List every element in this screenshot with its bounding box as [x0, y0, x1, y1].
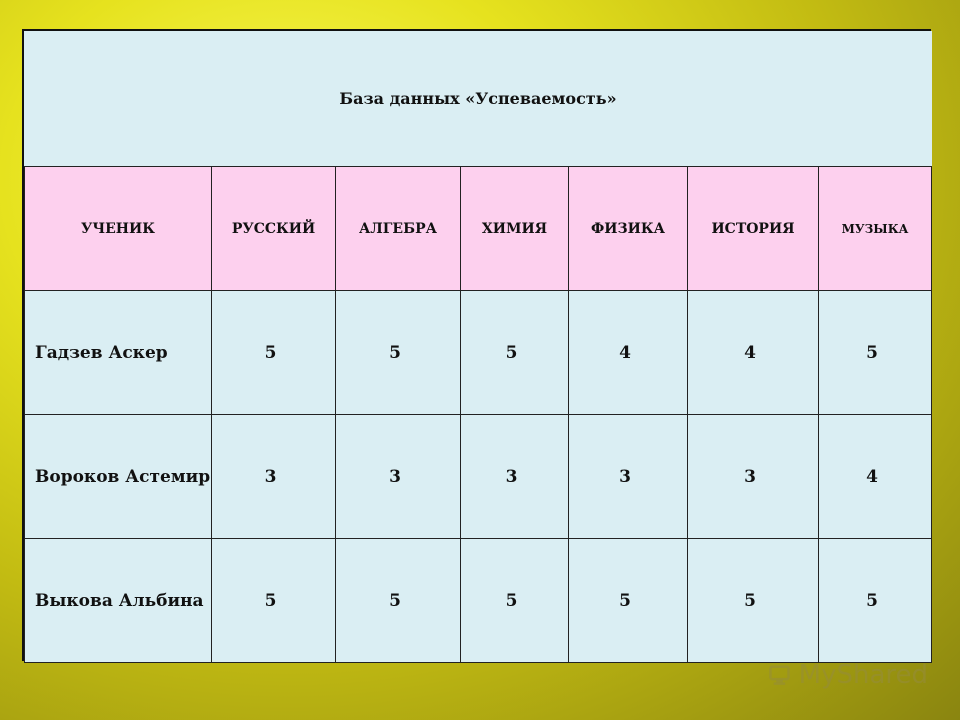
header-algebra: АЛГЕБРА [336, 167, 461, 291]
header-chemistry: ХИМИЯ [461, 167, 569, 291]
monitor-icon [768, 660, 793, 690]
grade-cell: 5 [569, 539, 688, 663]
header-russian: РУССКИЙ [212, 167, 336, 291]
grade-cell: 5 [688, 539, 819, 663]
grade-cell: 5 [461, 291, 569, 415]
table-row [25, 539, 932, 663]
grade-cell: 5 [819, 539, 932, 663]
header-history: ИСТОРИЯ [688, 167, 819, 291]
table-title: База данных «Успеваемость» [25, 31, 932, 167]
grade-cell: 4 [688, 291, 819, 415]
grade-cell: 5 [336, 291, 461, 415]
student-name: Гадзев Аскер [25, 291, 212, 415]
table-row [25, 415, 932, 539]
header-music: МУЗЫКА [819, 167, 932, 291]
watermark-text: MyShared [798, 660, 928, 690]
grade-cell: 5 [212, 539, 336, 663]
grade-cell: 5 [819, 291, 932, 415]
header-student: УЧЕНИК [25, 167, 212, 291]
grade-cell: 3 [336, 415, 461, 539]
grade-cell: 5 [212, 291, 336, 415]
grade-cell: 5 [461, 539, 569, 663]
grade-cell: 4 [569, 291, 688, 415]
title-row [25, 31, 932, 167]
student-name: Выкова Альбина [25, 539, 212, 663]
grade-cell: 3 [212, 415, 336, 539]
grade-cell: 5 [336, 539, 461, 663]
grades-table [24, 31, 932, 663]
grade-cell: 3 [461, 415, 569, 539]
grade-cell: 3 [569, 415, 688, 539]
header-row [25, 167, 932, 291]
table-row [25, 291, 932, 415]
grade-cell: 3 [688, 415, 819, 539]
grade-cell: 4 [819, 415, 932, 539]
student-name: Вороков Астемир [25, 415, 212, 539]
grades-table-container [22, 29, 931, 661]
myshared-watermark [768, 657, 928, 693]
header-physics: ФИЗИКА [569, 167, 688, 291]
